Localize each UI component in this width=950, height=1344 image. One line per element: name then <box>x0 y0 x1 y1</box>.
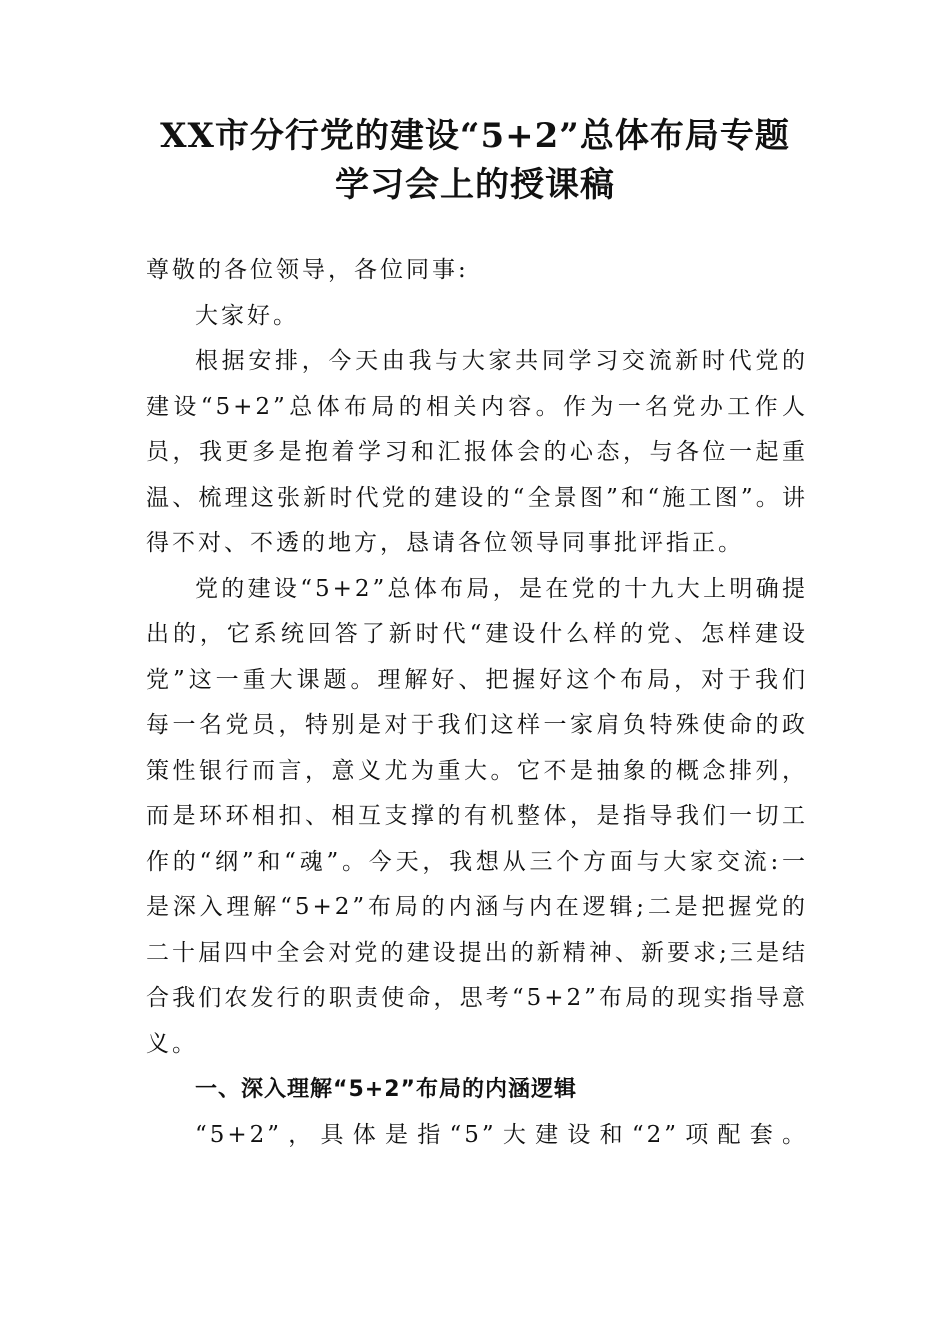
section-heading: 一、深入理解“5+2”布局的内涵逻辑 <box>195 1077 577 1102</box>
title-line-2: 学习会上的授课稿 <box>335 165 615 205</box>
salutation: 尊敬的各位领导，各位同事: <box>146 257 469 283</box>
section-first-line: “5+2”，具体是指“5”大建设和“2”项配套。 <box>195 1121 808 1148</box>
paragraph-overview: 党的建设“5+2”总体布局，是在党的十九大上明确提出的，它系统回答了新时代“建设什么样的党、怎样建设党”这一重大课题。理解好、把握好这个布局，对于我们每一名党员，特别是对于我们这样一家肩负特殊使命的政策性银行而言，意义尤为重大。它不是抽象的概念排列，而是环环相扣、相互支撑的有机整体，是指导我们一切工作的“纲”和“魂”。今天，我想从三个方面与大家交流:一是深入理解“5+2”布局的内涵与内在逻辑;二是把握党的二十届四中全会对党的建设提出的新精神、新要求;三是结合我们农发行的职责使命，思考“5+2”布局的现实指导意义。 <box>146 575 808 1057</box>
document-title <box>120 112 830 210</box>
greeting: 大家好。 <box>195 302 299 329</box>
title-line-1: XX市分行党的建设“5+2”总体布局专题 <box>160 116 790 156</box>
document-body <box>146 248 808 1158</box>
paragraph-intro: 根据安排，今天由我与大家共同学习交流新时代党的建设“5+2”总体布局的相关内容。作为一名党办工作人员，我更多是抱着学习和汇报体会的心态，与各位一起重温、梳理这张新时代党的建设的“全景图”和“施工图”。讲得不对、不透的地方，恳请各位领导同事批评指正。 <box>146 348 808 556</box>
